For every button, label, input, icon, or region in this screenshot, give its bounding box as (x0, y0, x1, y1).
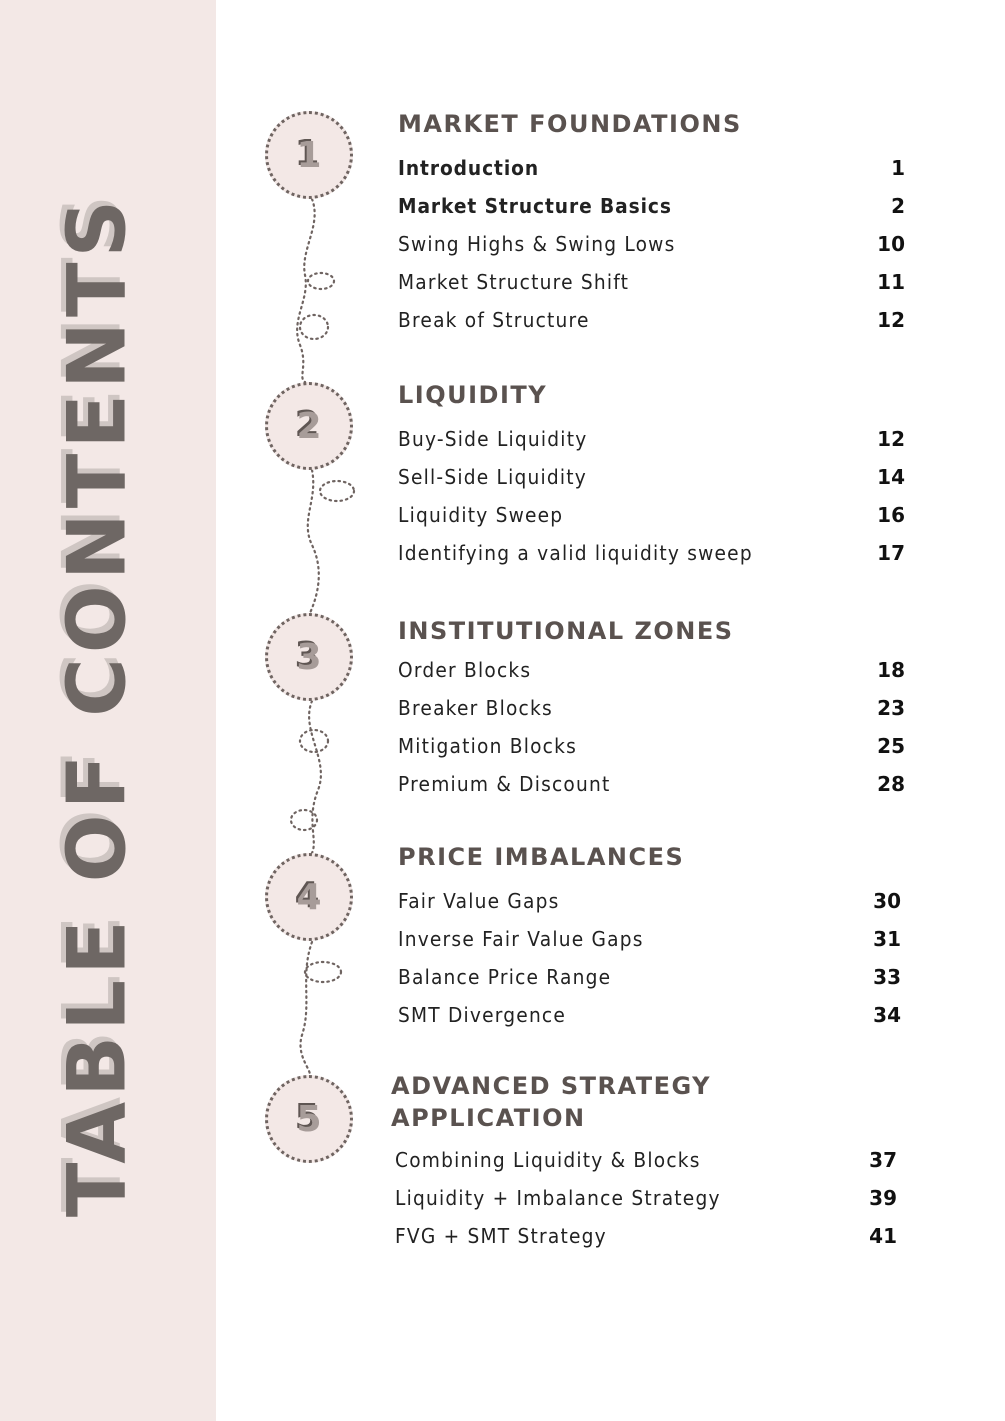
toc-entry-page: 37 (869, 1148, 897, 1172)
section-title-line-2: APPLICATION (391, 1104, 586, 1132)
toc-entry[interactable] (398, 465, 905, 499)
toc-entry-label: Market Structure Shift (398, 270, 630, 294)
toc-entry[interactable] (398, 308, 905, 342)
toc-entry[interactable] (398, 1003, 901, 1037)
toc-entry[interactable] (398, 503, 905, 537)
section-title-line-1: ADVANCED STRATEGY (391, 1072, 712, 1100)
toc-entry-page: 34 (873, 1003, 901, 1027)
toc-entry-label: Liquidity + Imbalance Strategy (395, 1186, 721, 1210)
page-title: TABLE OF CONTENTS (50, 194, 144, 1218)
section-title-market-foundations: MARKET FOUNDATIONS (398, 110, 742, 138)
section-number-circle-5: 5 (265, 1075, 353, 1163)
toc-entry[interactable] (398, 734, 905, 768)
toc-entry[interactable] (398, 658, 905, 692)
toc-entry[interactable] (398, 270, 905, 304)
toc-entry[interactable] (398, 156, 905, 190)
section-number-circle-3: 3 (265, 613, 353, 701)
toc-entry[interactable] (395, 1224, 897, 1258)
toc-entry-label: FVG + SMT Strategy (395, 1224, 607, 1248)
toc-entry-label: Buy-Side Liquidity (398, 427, 588, 451)
toc-entry[interactable] (395, 1186, 897, 1220)
section-number-circle-2: 2 (265, 382, 353, 470)
toc-entry-label: Mitigation Blocks (398, 734, 577, 758)
toc-entry[interactable] (398, 965, 901, 999)
toc-entry-label: Order Blocks (398, 658, 532, 682)
toc-entry-label: Liquidity Sweep (398, 503, 564, 527)
toc-entry-label: Breaker Blocks (398, 696, 553, 720)
toc-entry-page: 12 (877, 308, 905, 332)
toc-entry-page: 30 (873, 889, 901, 913)
section-title-institutional-zones: INSTITUTIONAL ZONES (398, 617, 734, 645)
toc-entry-page: 10 (877, 232, 905, 256)
toc-entry-label: Market Structure Basics (398, 194, 672, 218)
toc-entry-label: Break of Structure (398, 308, 590, 332)
toc-entry-label: Premium & Discount (398, 772, 611, 796)
section-title-advanced-strategy (391, 1070, 711, 1134)
toc-entry[interactable] (398, 889, 901, 923)
toc-entry-page: 33 (873, 965, 901, 989)
toc-entry-label: Introduction (398, 156, 540, 180)
toc-entry[interactable] (395, 1148, 897, 1182)
section-title-price-imbalances: PRICE IMBALANCES (398, 843, 685, 871)
toc-entry-page: 2 (891, 194, 905, 218)
toc-entry-label: Swing Highs & Swing Lows (398, 232, 676, 256)
toc-entry-page: 16 (877, 503, 905, 527)
toc-entry-label: Fair Value Gaps (398, 889, 560, 913)
toc-entry-page: 39 (869, 1186, 897, 1210)
section-title-liquidity: LIQUIDITY (398, 381, 548, 409)
section-number-circle-4: 4 (265, 853, 353, 941)
toc-entry-page: 11 (877, 270, 905, 294)
toc-entry-page: 28 (877, 772, 905, 796)
toc-entry[interactable] (398, 927, 901, 961)
toc-entry-label: Combining Liquidity & Blocks (395, 1148, 701, 1172)
toc-entry-page: 18 (877, 658, 905, 682)
toc-entry-page: 1 (891, 156, 905, 180)
toc-entry-page: 31 (873, 927, 901, 951)
toc-entry[interactable] (398, 194, 905, 228)
toc-entry-page: 17 (877, 541, 905, 565)
toc-entry[interactable] (398, 696, 905, 730)
toc-entry-label: Inverse Fair Value Gaps (398, 927, 644, 951)
toc-entry[interactable] (398, 541, 905, 575)
toc-entry-page: 41 (869, 1224, 897, 1248)
toc-entry[interactable] (398, 772, 905, 806)
toc-entry-label: Sell-Side Liquidity (398, 465, 587, 489)
section-number-circle-1: 1 (265, 111, 353, 199)
toc-entry-page: 12 (877, 427, 905, 451)
toc-entry-label: Identifying a valid liquidity sweep (398, 541, 753, 565)
toc-entry[interactable] (398, 427, 905, 461)
toc-entry-page: 25 (877, 734, 905, 758)
toc-entry-label: SMT Divergence (398, 1003, 567, 1027)
toc-entry-label: Balance Price Range (398, 965, 612, 989)
toc-entry-page: 14 (877, 465, 905, 489)
toc-entry[interactable] (398, 232, 905, 266)
toc-entry-page: 23 (877, 696, 905, 720)
